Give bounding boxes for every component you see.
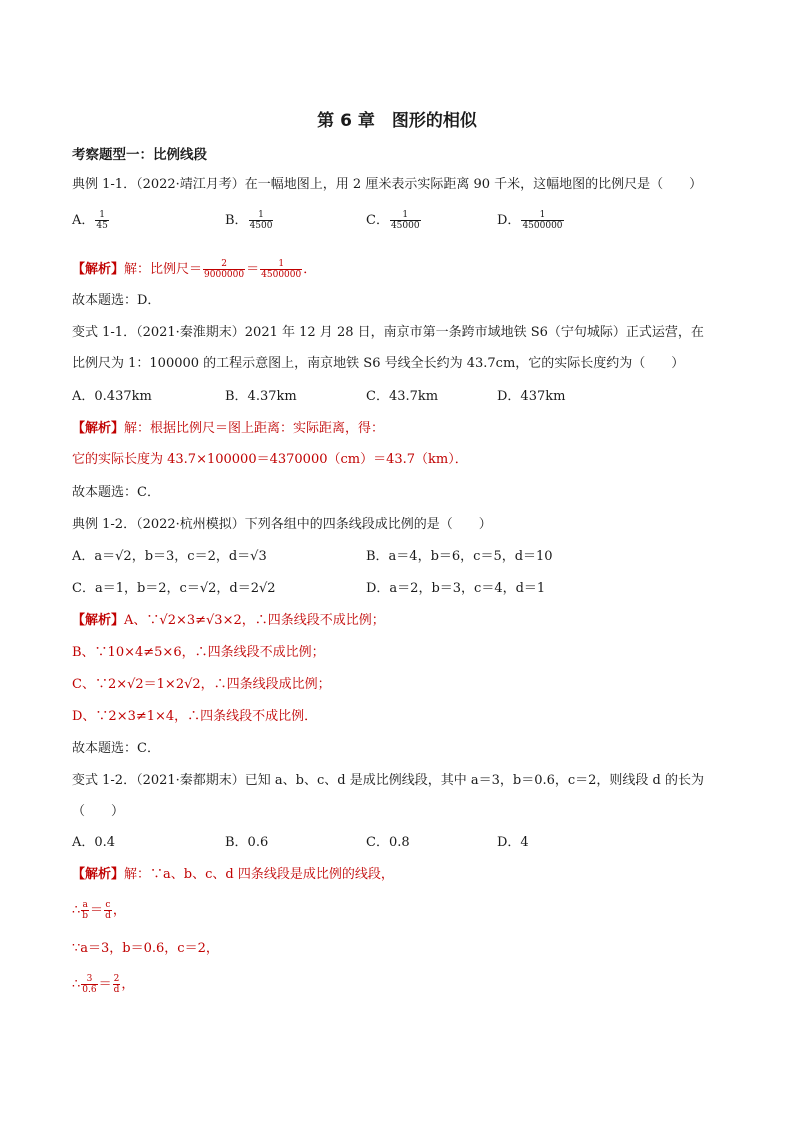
option-label: A．: [72, 213, 95, 228]
ex1-1-answer: 故本题选：D．: [72, 293, 161, 308]
section-heading: 考察题型一：比例线段: [72, 147, 207, 163]
ex1-2-analysis-a: [72, 612, 385, 630]
numerator: 1: [260, 259, 302, 270]
denominator: d: [105, 911, 111, 921]
analysis-tag: 【解析】: [72, 867, 125, 882]
fraction: [521, 210, 563, 231]
var1-1-question-line2: 比例尺为 1：100000 的工程示意图上，南京地铁 S6 号线全长约为 43.7cm，它的实际长度约为（ ）: [72, 356, 685, 371]
var1-1-option-d: D．437km: [497, 389, 566, 404]
fraction: [81, 974, 97, 995]
var1-1-analysis-line1: [72, 420, 384, 438]
period: ．: [303, 262, 317, 277]
fraction: [95, 210, 108, 231]
analysis-text: 解：根据比例尺＝图上距离：实际距离，得：: [124, 421, 385, 436]
therefore-sign: ∴: [72, 977, 81, 992]
ex1-1-question: 典例 1-1．（2022·靖江月考）在一幅地图上，用 2 厘米表示实际距离 90 千米，这幅地图的比例尺是（ ）: [72, 177, 703, 192]
fraction: [81, 900, 89, 921]
analysis-tag: 【解析】: [72, 262, 125, 277]
var1-2-option-a: A．0.4: [72, 835, 116, 850]
fraction: [203, 259, 245, 280]
equals-sign: ＝: [98, 977, 112, 992]
denominator: 4500000: [261, 270, 302, 280]
denominator: 45: [96, 221, 108, 231]
denominator: b: [82, 911, 89, 921]
denominator: 0.6: [82, 985, 97, 995]
ex1-2-option-d: D．a＝2，b＝3，c＝4，d＝1: [366, 581, 546, 596]
ex1-2-option-b: B．a＝4，b＝6，c＝5，d＝10: [366, 549, 553, 564]
analysis-tag: 【解析】: [72, 421, 125, 436]
var1-1-option-c: C．43.7km: [366, 389, 439, 404]
var1-2-analysis-line3: ∵a＝3，b＝0.6，c＝2，: [72, 941, 219, 956]
var1-1-option-b: B．4.37km: [225, 389, 297, 404]
ex1-1-option-b: [225, 210, 274, 231]
denominator: 4500000: [522, 221, 563, 231]
denominator: 45000: [390, 221, 420, 231]
numerator: 2: [203, 259, 245, 270]
ex1-2-answer: 故本题选：C．: [72, 741, 160, 756]
option-label: C．: [366, 213, 389, 228]
fraction: [249, 210, 274, 231]
option-label: B．: [225, 213, 248, 228]
var1-2-option-b: B．0.6: [225, 835, 269, 850]
var1-2-analysis-line2: [72, 900, 126, 921]
comma: ，: [121, 977, 135, 992]
denominator: d: [113, 985, 120, 995]
var1-2-question-line2: （ ）: [72, 804, 125, 819]
var1-2-analysis-line1: [72, 866, 394, 884]
equals-sign: ＝: [90, 903, 104, 918]
ex1-1-option-c: [366, 210, 422, 231]
var1-2-analysis-line4: [72, 974, 134, 995]
ex1-2-analysis-d: D、∵2×3≠1×4，∴四条线段不成比例．: [72, 709, 318, 724]
numerator: 2: [113, 974, 120, 984]
fraction: [113, 974, 121, 995]
numerator: 1: [390, 210, 421, 221]
var1-2-option-d: D．4: [497, 835, 529, 850]
ex1-2-option-a: A．a＝√2，b＝3，c＝2，d＝√3: [72, 549, 267, 564]
analysis-text: A、∵√2×3≠√3×2，∴四条线段不成比例；: [124, 613, 385, 628]
comma: ，: [112, 903, 126, 918]
var1-1-answer: 故本题选：C．: [72, 485, 160, 500]
ex1-2-analysis-c: C、∵2×√2＝1×2√2，∴四条线段成比例；: [72, 677, 331, 692]
fraction: [104, 900, 112, 921]
fraction: [390, 210, 421, 231]
var1-2-option-c: C．0.8: [366, 835, 410, 850]
option-label: D．: [497, 213, 521, 228]
analysis-text: 解：∵a、b、c、d 四条线段是成比例的线段，: [124, 867, 394, 882]
therefore-sign: ∴: [72, 903, 81, 918]
analysis-text: 解：比例尺＝: [124, 262, 203, 277]
fraction: [260, 259, 302, 280]
ex1-2-question: 典例 1-2．（2022·杭州模拟）下列各组中的四条线段成比例的是（ ）: [72, 517, 492, 532]
numerator: 3: [81, 974, 97, 985]
var1-1-question-line1: 变式 1-1．（2021·秦淮期末）2021 年 12 月 28 日，南京市第一条跨市域地铁 S6（宁句城际）正式运营，在: [72, 325, 704, 340]
ex1-1-option-a: [72, 210, 110, 231]
denominator: 9000000: [204, 270, 245, 280]
var1-1-analysis-line2: 它的实际长度为 43.7×100000＝4370000（cm）＝43.7（km）．: [72, 452, 468, 467]
ex1-1-option-d: [497, 210, 565, 231]
equals-sign: ＝: [246, 262, 260, 277]
denominator: 4500: [249, 221, 273, 231]
var1-1-option-a: A．0.437km: [72, 389, 152, 404]
numerator: 1: [95, 210, 108, 221]
analysis-tag: 【解析】: [72, 613, 125, 628]
numerator: c: [105, 900, 111, 910]
numerator: a: [82, 900, 88, 910]
var1-2-question-line1: 变式 1-2．（2021·秦都期末）已知 a、b、c、d 是成比例线段，其中 a＝3，b＝0.6，c＝2，则线段 d 的长为: [72, 773, 705, 788]
numerator: 1: [249, 210, 274, 221]
numerator: 1: [521, 210, 563, 221]
ex1-2-analysis-b: B、∵10×4≠5×6，∴四条线段不成比例；: [72, 645, 325, 660]
chapter-title: 第 6 章 图形的相似: [317, 111, 477, 131]
ex1-1-analysis: [72, 259, 316, 280]
ex1-2-option-c: C．a＝1，b＝2，c＝√2，d＝2√2: [72, 581, 276, 596]
